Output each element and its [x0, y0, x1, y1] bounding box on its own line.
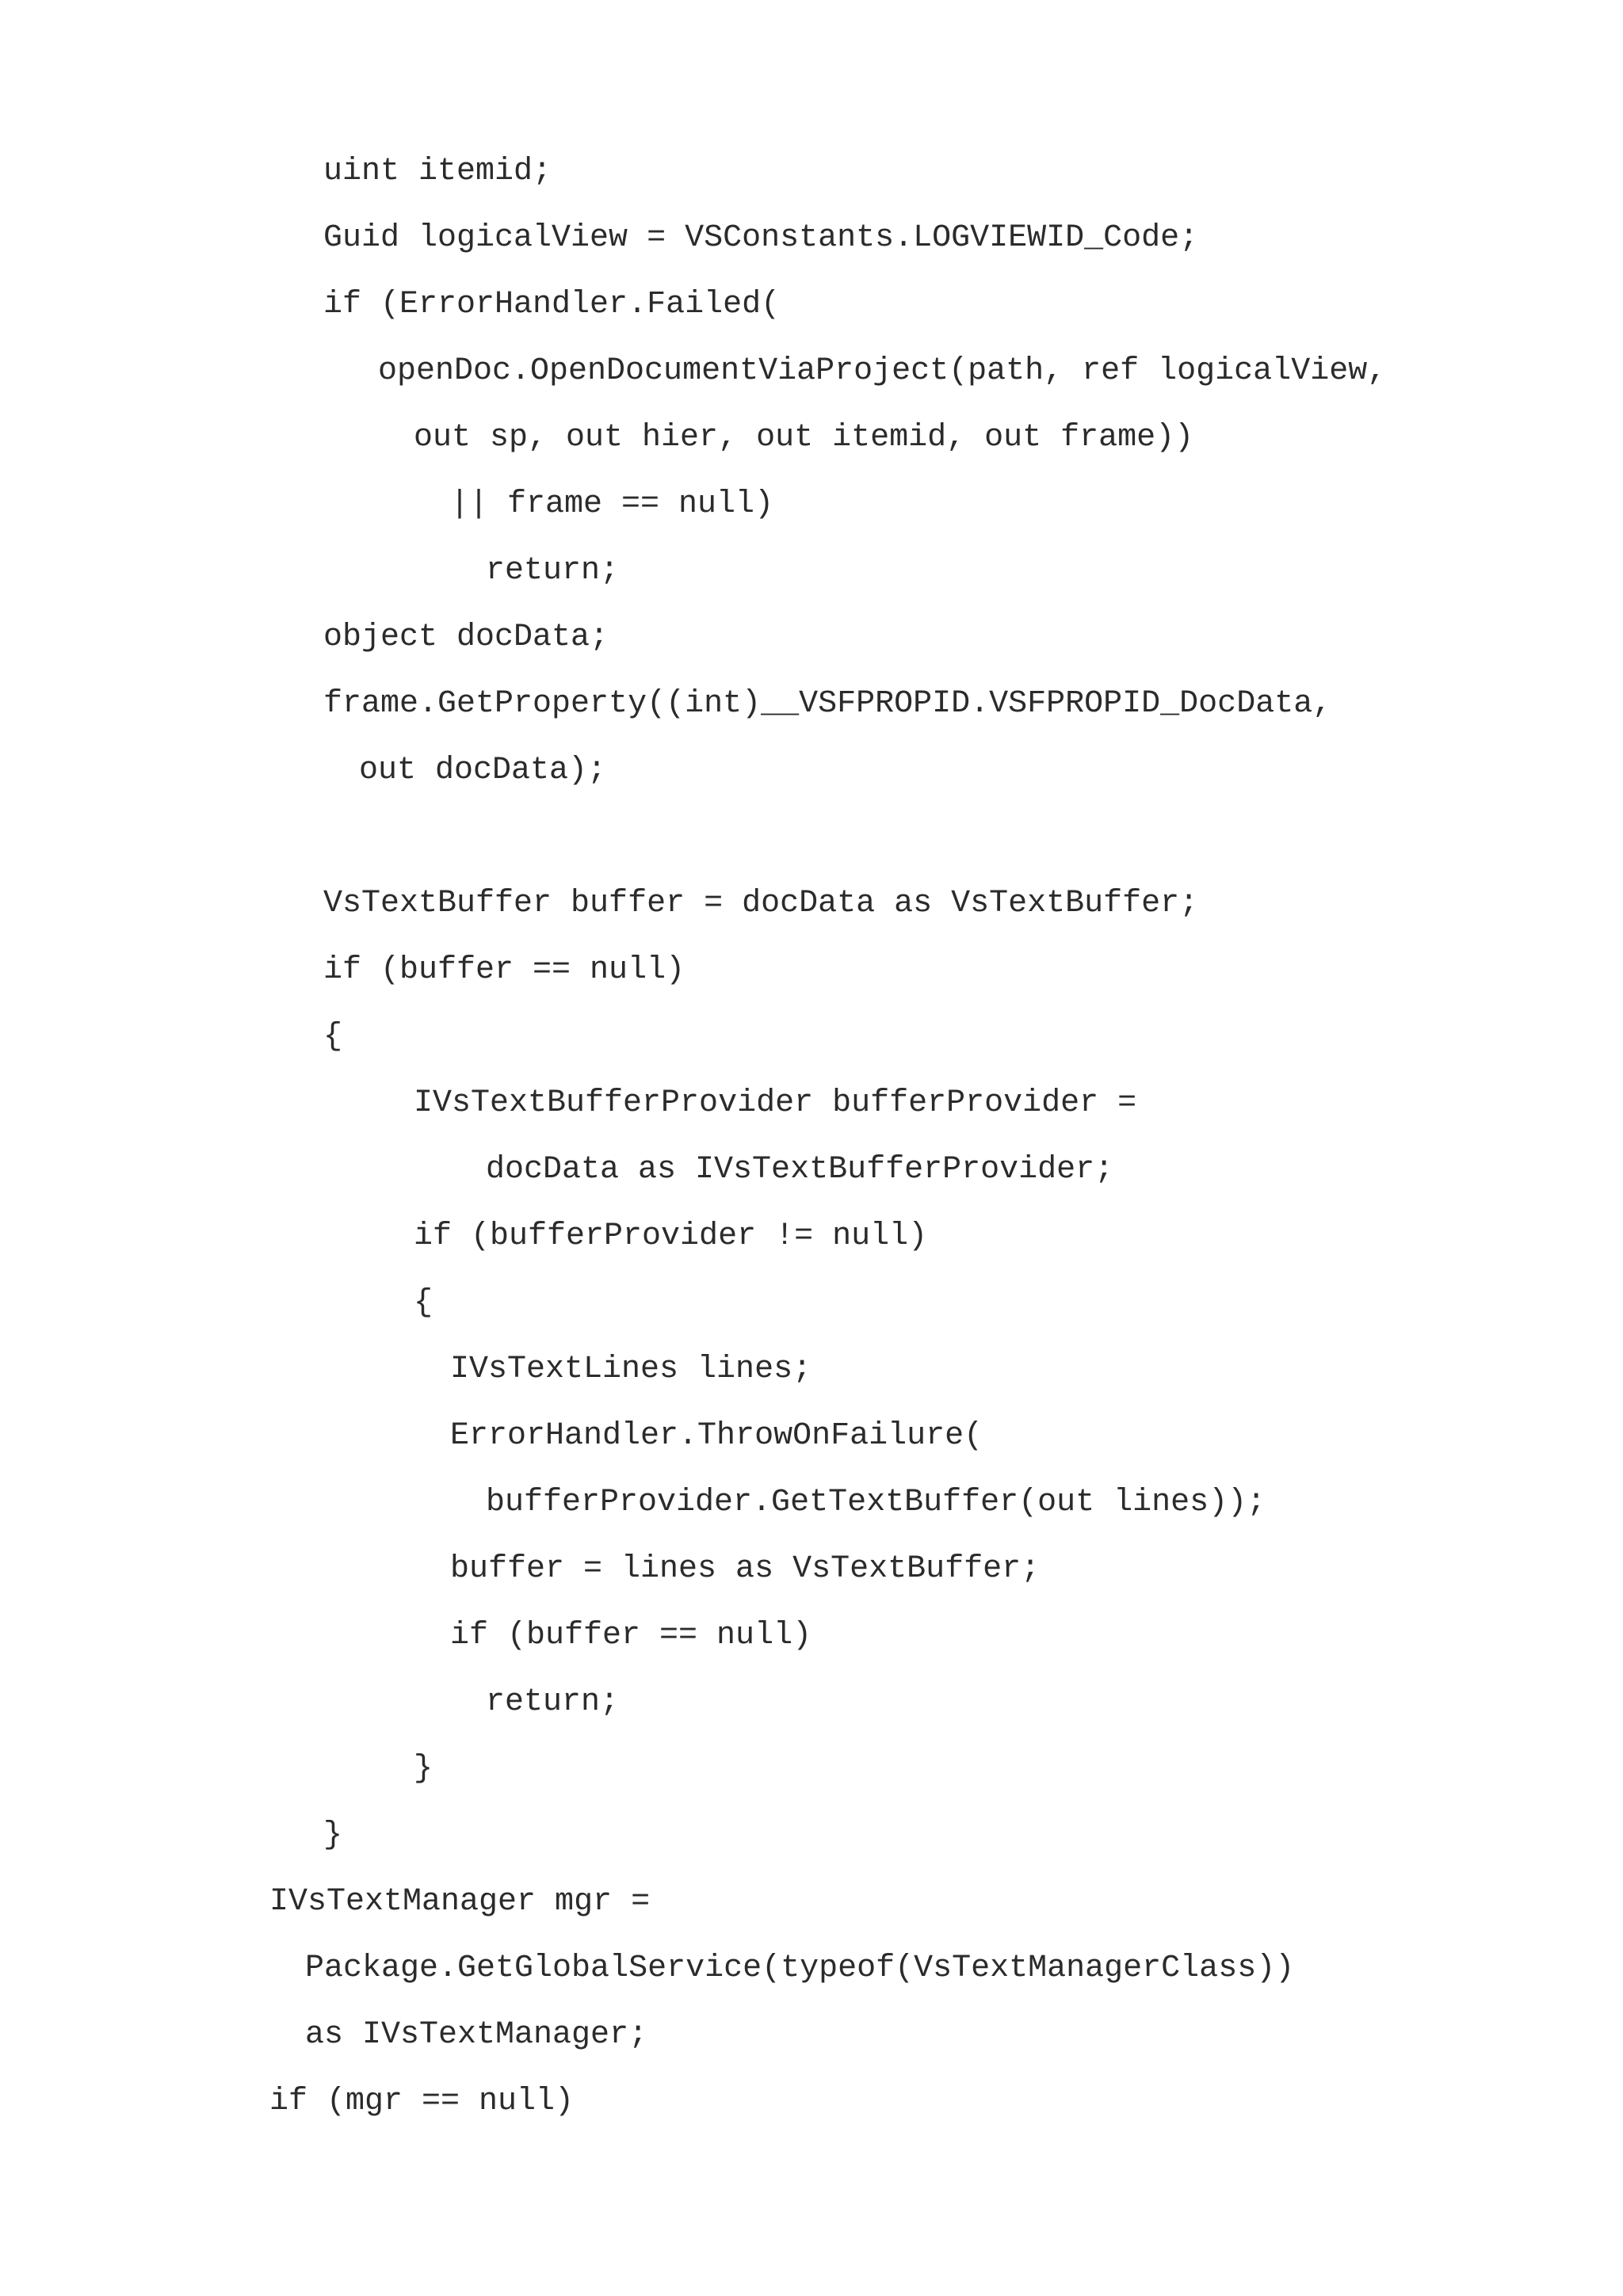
code-line: IVsTextBufferProvider bufferProvider = [414, 1085, 1137, 1121]
code-line: { [323, 1019, 343, 1055]
code-line: if (bufferProvider != null) [414, 1219, 928, 1254]
code-line: if (buffer == null) [450, 1618, 812, 1653]
code-line: out docData); [359, 753, 607, 788]
code-line: return; [486, 553, 620, 589]
code-line: Guid logicalView = VSConstants.LOGVIEWID_Code; [323, 220, 1199, 256]
code-line: || frame == null) [450, 486, 774, 522]
code-line: Package.GetGlobalService(typeof(VsTextManagerClass)) [305, 1951, 1295, 1986]
code-line: IVsTextManager mgr = [269, 1884, 651, 1920]
code-line: if (mgr == null) [269, 2084, 575, 2119]
code-line: } [414, 1751, 433, 1787]
code-line: VsTextBuffer buffer = docData as VsTextBuffer; [323, 886, 1199, 921]
code-line: bufferProvider.GetTextBuffer(out lines)); [486, 1485, 1266, 1520]
code-line: if (buffer == null) [323, 952, 685, 988]
code-line: uint itemid; [323, 154, 552, 189]
code-line: as IVsTextManager; [305, 2017, 648, 2053]
code-line: if (ErrorHandler.Failed( [323, 287, 781, 322]
code-line: IVsTextLines lines; [450, 1352, 812, 1387]
code-line: ErrorHandler.ThrowOnFailure( [450, 1418, 983, 1454]
code-line: docData as IVsTextBufferProvider; [486, 1152, 1114, 1188]
code-line: { [414, 1285, 433, 1321]
code-line: object docData; [323, 620, 609, 655]
code-line: openDoc.OpenDocumentViaProject(path, ref logicalView, [378, 353, 1387, 389]
code-line: frame.GetProperty((int)__VSFPROPID.VSFPROPID_DocData, [323, 686, 1332, 722]
code-line: return; [486, 1684, 620, 1720]
code-line: out sp, out hier, out itemid, out frame)) [414, 420, 1194, 456]
code-line: buffer = lines as VsTextBuffer; [450, 1551, 1041, 1587]
code-line: } [323, 1817, 343, 1853]
